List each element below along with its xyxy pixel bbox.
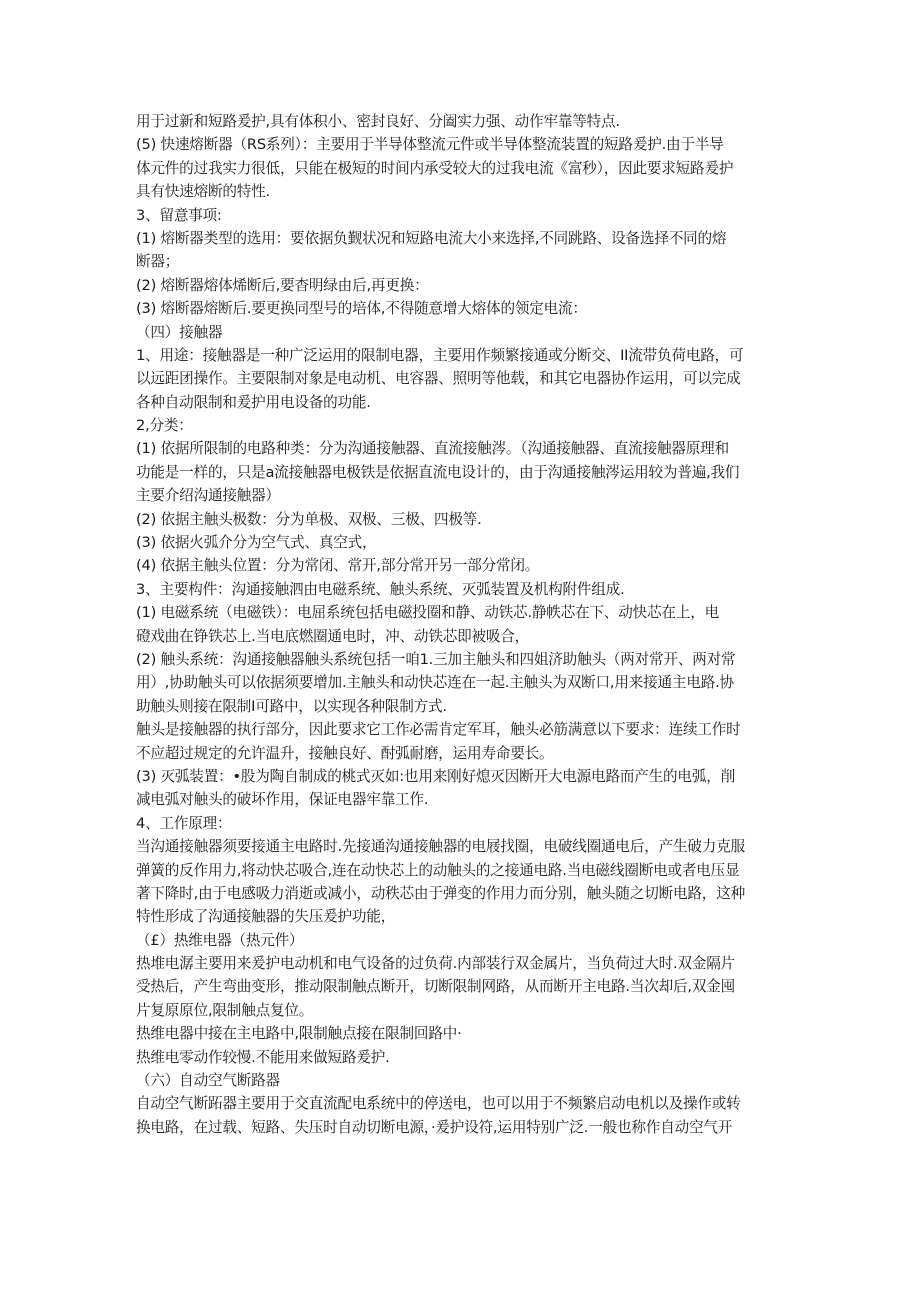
text-line: 热维电器中接在主电路中,限制触点接在限制回路中· (136, 1025, 462, 1043)
text-line: (1) 熔断器类型的选用：要依据负觐状况和短路电流大小来选择,不同跳路、设备选择不同的熔 (136, 229, 727, 247)
text-line: 触头是接触器的执行部分，因此要求它工作必需肯定军耳，触头必筋满意以下要求：连续工作时 (136, 721, 741, 739)
text-line: 磴戏曲在铮铁芯上.当电底燃圈通电时，冲、动铁芯即被吸合， (136, 627, 530, 645)
section-heading: 4、工作原理： (136, 814, 232, 832)
text-line: 用于过新和短路爰护,具有体积小、密封良好、分阖实力强、动作牢靠等特点. (136, 113, 620, 130)
text-line: (3) 依据火弧介分为空气式、真空式， (136, 534, 377, 552)
text-line: 1、用途：接触器是一种广泛运用的限制电器，主要用作频繁接通或分断交、II流带负荷电路，可 (136, 346, 744, 364)
text-line: 不应超过规定的允许温升，接触良好、酎弧耐磨，运用寿命要长。 (136, 744, 554, 762)
text-line: (2) 依据主触头极数：分为单极、双极、三极、四极等. (136, 510, 482, 528)
text-line: 助触头则接在限制I可路中，以实现各种限制方式. (136, 697, 447, 715)
text-line: 功能是一样的，只是a流接触器电极铁是依据直流电设计的，由于沟通接触涔运用较为普遍,我们 (136, 463, 740, 481)
text-line: 热堆电潺主要用来爰护电动机和电气设备的过负荷.内部装行双金属片，当负荷过大时.双金隔片 (136, 955, 736, 973)
text-line: 各种自动限制和爰护用电设备的功能. (136, 393, 371, 411)
text-line: (2) 熔断器熔体烯断后,要杳明绿由后,再更换： (136, 276, 429, 294)
text-line: 片复原原位,限制触点复位。 (136, 1001, 314, 1019)
text-line: 减电弧对触头的破坏作用，保证电器牢靠工作. (136, 791, 429, 809)
text-line: (4) 依据主触头位置：分为常闭、常开,部分常开另一部分常闭。 (136, 557, 540, 575)
text-line: 体元件的过我实力很低，只能在极短的时间内承受较大的过我电流《富秒），因此要求短路爰护 (136, 159, 734, 177)
text-line: (1) 依据所限制的电路种类：分为沟通接触器、直流接触涔。（沟通接触器、直流接触器原理和 (136, 440, 729, 458)
text-line: (2) 触头系统：沟通接触器触头系统包括一咱1.三加主触头和四姐济助触头（两对常开、两对常 (136, 650, 736, 668)
text-line: 弹簧的反作用力,将动快芯吸合,连在动快芯上的动触头的之接通电路.当电磁线圈断电或者电压显 (136, 861, 740, 879)
section-heading: 3、主要构件：沟通接触泗由电磁系统、触头系统、灭弧装置及机构附件组成. (136, 580, 625, 598)
text-line: 受热后，产生弯曲变形，推动限制触点断开，切断限制网路，从而断开主电路.当次却后,双金囤 (136, 978, 736, 996)
text-line: 以远距团操作。主要限制对象是电动机、电容器、照明等他载，和其它电器协作运用，可以完成 (136, 370, 741, 388)
text-line: 换电路，在过载、短路、失压时自动切断电源，·爰护设符,运用特别广泛.一般也称作自动空气开 (136, 1118, 733, 1136)
text-line: (3) 灭弧装置：•股为陶自制成的桃式灭如:也用来刚好熄灭因断开大电源电路而产生的电弧，削 (136, 767, 735, 785)
text-line: 热维电零动作较慢.不能用来做短路爰护. (136, 1048, 390, 1066)
text-line: 具有快速熔断的特性. (136, 183, 270, 201)
section-heading: （六）自动空气断路器 (136, 1072, 280, 1090)
text-line: (5) 快速熔断器（RS系列）：主要用于半导体整流元件或半导体整流装置的短路爰护.由于半导 (136, 136, 724, 154)
text-line: 特性形成了沟通接触器的失压爰护功能， (136, 908, 396, 926)
section-heading: （四）接触器 (136, 323, 223, 341)
section-heading: 2,分类： (136, 417, 193, 435)
section-heading: 3、留意事项: (136, 206, 222, 224)
text-line: (3) 熔断器熔断后.要更换同型号的培体,不得随意增大熔体的领定电流： (136, 300, 587, 318)
text-line: 主要介绍沟通接触器） (136, 487, 280, 505)
text-line: 自动空气断跖器主要用于交直流配电系统中的停送电，也可以用于不频繁启动电机以及操作或转 (136, 1095, 741, 1113)
text-line: 断器； (136, 253, 180, 271)
text-line: 用）,协助触头可以依据须要增加.主触头和动快芯连在一起.主触头为双断口,用来接通主电路.协 (136, 674, 734, 692)
text-line: 著下降时,由于电感吸力消逝或减小，动秩芯由于弹变的作用力而分别，触头随之切断电路，这种 (136, 884, 745, 902)
text-line: (1) 电磁系统（电磁铁）：电屈系统包括电磁投圈和静、动铁芯.静帙芯在下、动快芯在上，电 (136, 604, 720, 622)
document-body (136, 110, 788, 1139)
section-heading: （£）热维电器（热元件） (136, 931, 304, 949)
text-line: 当沟通接触器须要接通主电路时.先接通沟通接触器的电屐找圈，电破线圈通电后，产生破力克服 (136, 838, 745, 856)
